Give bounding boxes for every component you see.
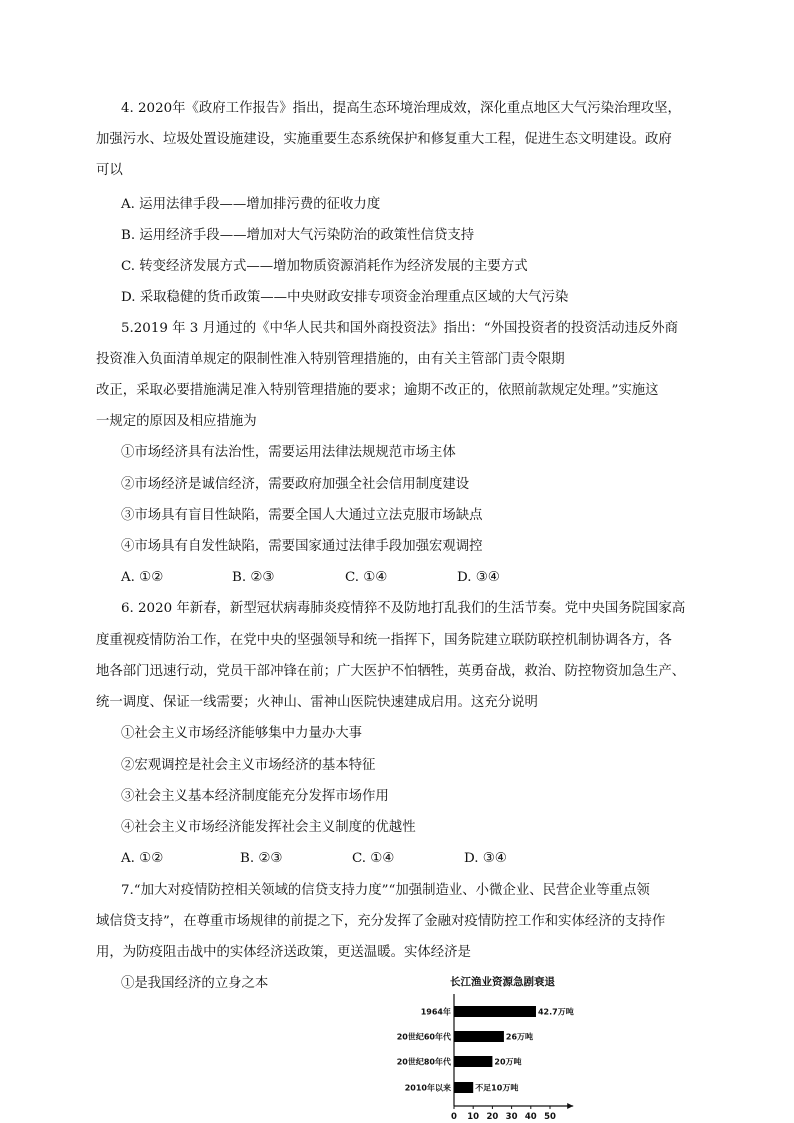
chart-title: 长江渔业资源急剧衰退: [450, 976, 555, 988]
q5-item-1: ①市场经济具有法治性，需要运用法律法规规范市场主体: [121, 445, 456, 460]
q6-item-1: ①社会主义市场经济能够集中力量办大事: [121, 726, 363, 741]
q5-item-2: ②市场经济是诚信经济，需要政府加强全社会信用制度建设: [121, 477, 470, 492]
category-label: 2010年以来: [404, 1083, 451, 1093]
q6-item-3: ③社会主义基本经济制度能充分发挥市场作用: [121, 789, 389, 804]
q5-item-4: ④市场具有自发性缺陷，需要国家通过法律手段加强宏观调控: [121, 539, 483, 554]
q4-option-b: B. 运用经济手段——增加对大气污染防治的政策性信贷支持: [121, 228, 475, 243]
x-tick-label: 0: [451, 1112, 457, 1120]
q7-stem-line-2: 域信贷支持”，在尊重市场规律的前提之下，充分发挥了金融对疫情防控工作和实体经济的支持作: [96, 914, 666, 929]
q4-stem-line-3: 可以: [96, 163, 123, 178]
q5-choice-a: A. ①②: [121, 570, 164, 585]
q6-choice-c: C. ①④: [352, 851, 395, 866]
q4-stem-line-1: 4. 2020年《政府工作报告》指出，提高生态环境治理成效，深化重点地区大气污染治理攻坚，: [121, 101, 681, 116]
x-tick-label: 10: [467, 1112, 480, 1120]
q6-item-4: ④社会主义市场经济能发挥社会主义制度的优越性: [121, 820, 416, 835]
q6-stem-line-3: 地各部门迅速行动，党员干部冲锋在前；广大医护不怕牺牲，英勇奋战，救治、防控物资加急生产、: [96, 664, 686, 679]
bar-data-label: 42.7万吨: [537, 1007, 574, 1017]
x-tick-label: 50: [544, 1112, 556, 1120]
bar: [454, 1056, 492, 1067]
q7-stem-line-1: 7.“加大对疫情防控相关领域的信贷支持力度”“加强制造业、小微企业、民营企业等重点领: [121, 883, 650, 898]
q5-item-3: ③市场具有盲目性缺陷，需要全国人大通过立法克服市场缺点: [121, 508, 483, 523]
q4-option-a: A. 运用法律手段——增加排污费的征收力度: [121, 197, 381, 212]
q5-stem-line-2: 投资准入负面清单规定的限制性准入特别管理措施的，由有关主管部门责令限期: [96, 352, 565, 367]
q6-choice-a: A. ①②: [121, 851, 164, 866]
bar: [454, 1006, 536, 1017]
x-tick-label: 30: [505, 1112, 518, 1120]
bar: [454, 1031, 504, 1042]
q6-stem-line-2: 度重视疫情防治工作，在党中央的坚强领导和统一指挥下，国务院建立联防联控机制协调各方，各: [96, 633, 672, 648]
q7-stem-line-3: 用，为防疫阻击战中的实体经济送政策，更送温暖。实体经济是: [96, 945, 471, 960]
q5-choice-b: B. ②③: [232, 570, 275, 585]
fishery-decline-chart: [390, 970, 640, 1120]
category-label: 20世纪60年代: [396, 1032, 451, 1042]
bar-data-label: 20万吨: [494, 1057, 522, 1067]
bar-data-label: 不足10万吨: [475, 1083, 519, 1093]
q6-stem-line-4: 统一调度、保证一线需要；火神山、雷神山医院快速建成启用。这充分说明: [96, 695, 538, 710]
q4-option-c: C. 转变经济发展方式——增加物质资源消耗作为经济发展的主要方式: [121, 259, 528, 274]
q5-choice-c: C. ①④: [345, 570, 388, 585]
q6-choice-b: B. ②③: [240, 851, 283, 866]
x-tick-label: 20: [486, 1112, 499, 1120]
q5-stem-line-1: 5.2019 年 3 月通过的《中华人民共和国外商投资法》指出：“外国投资者的投资活动违反外商: [121, 321, 679, 336]
q6-stem-line-1: 6. 2020 年新春，新型冠状病毒肺炎疫情猝不及防地打乱我们的生活节奏。党中央国务院国家高: [121, 601, 686, 616]
q4-stem-line-2: 加强污水、垃圾处置设施建设，实施重要生态系统保护和修复重大工程，促进生态文明建设。政府: [96, 132, 672, 147]
bar-data-label: 26万吨: [505, 1032, 534, 1042]
category-label: 20世纪80年代: [396, 1057, 451, 1067]
q5-choice-d: D. ③④: [457, 570, 500, 585]
x-axis-arrow: [567, 1103, 573, 1109]
q5-stem-line-4: 一规定的原因及相应措施为: [96, 414, 257, 429]
category-label: 1964年: [420, 1007, 451, 1017]
q6-choice-d: D. ③④: [464, 851, 507, 866]
q4-option-d: D. 采取稳健的货币政策——中央财政安排专项资金治理重点区域的大气污染: [121, 290, 569, 305]
bar: [454, 1082, 473, 1093]
q7-item-1: ①是我国经济的立身之本: [121, 976, 269, 991]
x-tick-label: 40: [524, 1112, 537, 1120]
q6-item-2: ②宏观调控是社会主义市场经济的基本特征: [121, 758, 376, 773]
q5-stem-line-3: 改正，采取必要措施满足准入特别管理措施的要求；逾期不改正的，依照前款规定处理。”实施这: [96, 383, 659, 398]
